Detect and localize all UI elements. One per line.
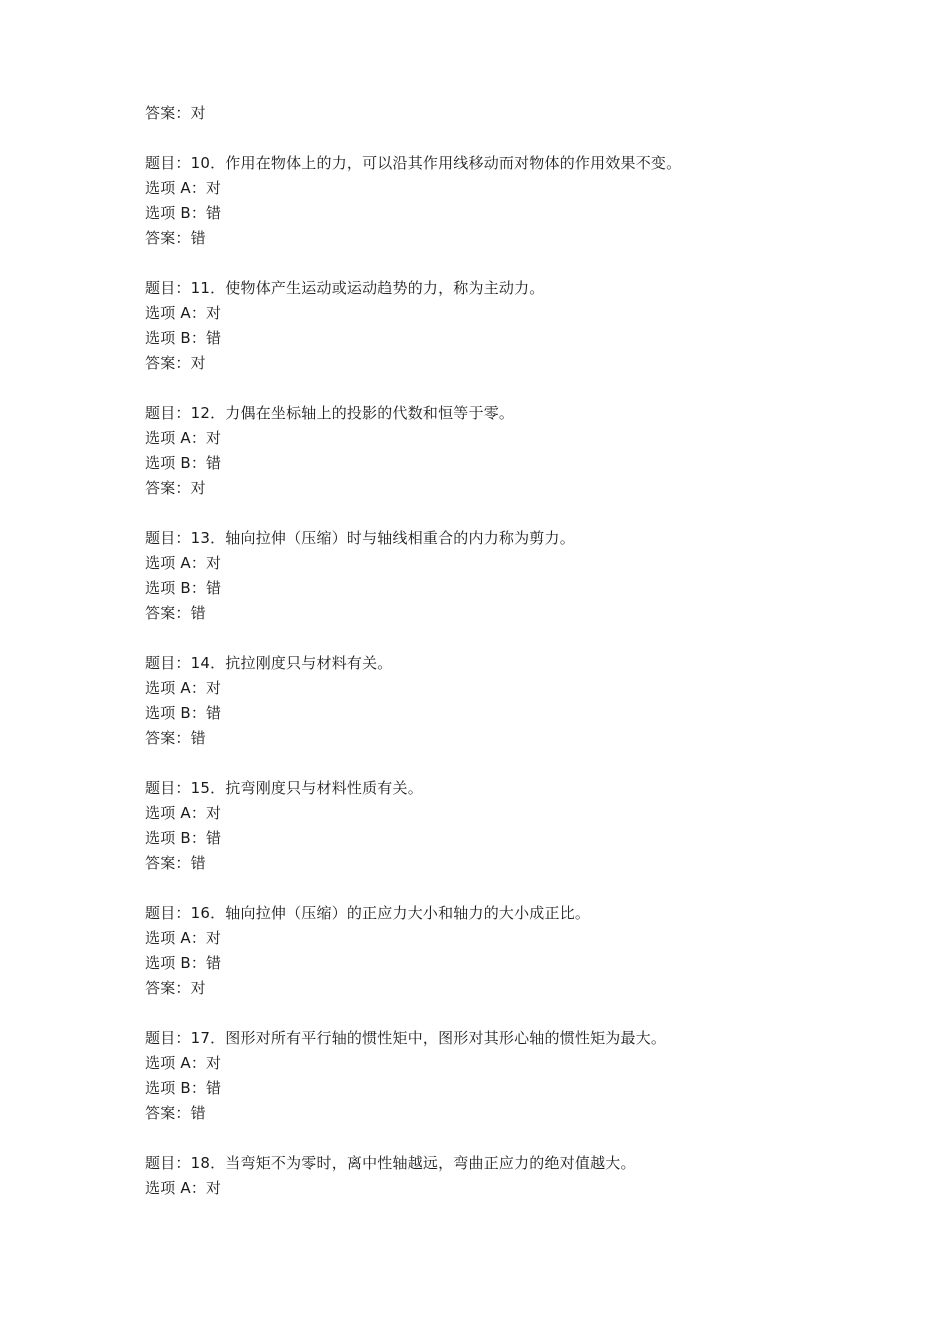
option-a-line: 选项 A：对 [145,1054,222,1072]
option-b-line: 选项 B：错 [145,954,222,972]
option-a-line: 选项 A：对 [145,929,222,947]
blank-line [145,1126,905,1151]
option-a-line: 选项 A：对 [145,304,222,322]
question-line: 题目：16．轴向拉伸（压缩）的正应力大小和轴力的大小成正比。 [145,904,591,922]
option-a-line: 选项 A：对 [145,179,222,197]
question-line: 题目：10．作用在物体上的力，可以沿其作用线移动而对物体的作用效果不变。 [145,154,682,172]
question-line: 题目：11．使物体产生运动或运动趋势的力，称为主动力。 [145,279,545,297]
option-b-line: 选项 B：错 [145,204,222,222]
option-a-line: 选项 A：对 [145,1179,222,1197]
blank-line [145,376,905,401]
option-b-line: 选项 B：错 [145,579,222,597]
option-a-line: 选项 A：对 [145,679,222,697]
blank-line [145,1001,905,1026]
answer-line: 答案：对 [145,354,206,372]
blank-line [145,751,905,776]
answer-line: 答案：错 [145,1104,206,1122]
blank-line [145,251,905,276]
question-line: 题目：15．抗弯刚度只与材料性质有关。 [145,779,423,797]
answer-line: 答案：错 [145,729,206,747]
answer-line: 答案：错 [145,854,206,872]
option-b-line: 选项 B：错 [145,454,222,472]
question-line: 题目：17．图形对所有平行轴的惯性矩中，图形对其形心轴的惯性矩为最大。 [145,1029,667,1047]
option-a-line: 选项 A：对 [145,554,222,572]
option-b-line: 选项 B：错 [145,829,222,847]
answer-line: 答案：对 [145,104,206,122]
option-b-line: 选项 B：错 [145,329,222,347]
question-line: 题目：18．当弯矩不为零时，离中性轴越远，弯曲正应力的绝对值越大。 [145,1154,636,1172]
document-body [145,101,905,1201]
option-b-line: 选项 B：错 [145,704,222,722]
question-line: 题目：12．力偶在坐标轴上的投影的代数和恒等于零。 [145,404,515,422]
blank-line [145,876,905,901]
option-b-line: 选项 B：错 [145,1079,222,1097]
question-line: 题目：14．抗拉刚度只与材料有关。 [145,654,393,672]
answer-line: 答案：对 [145,979,206,997]
blank-line [145,626,905,651]
answer-line: 答案：错 [145,229,206,247]
answer-line: 答案：错 [145,604,206,622]
answer-line: 答案：对 [145,479,206,497]
question-line: 题目：13．轴向拉伸（压缩）时与轴线相重合的内力称为剪力。 [145,529,575,547]
blank-line [145,501,905,526]
option-a-line: 选项 A：对 [145,429,222,447]
option-a-line: 选项 A：对 [145,804,222,822]
blank-line [145,126,905,151]
